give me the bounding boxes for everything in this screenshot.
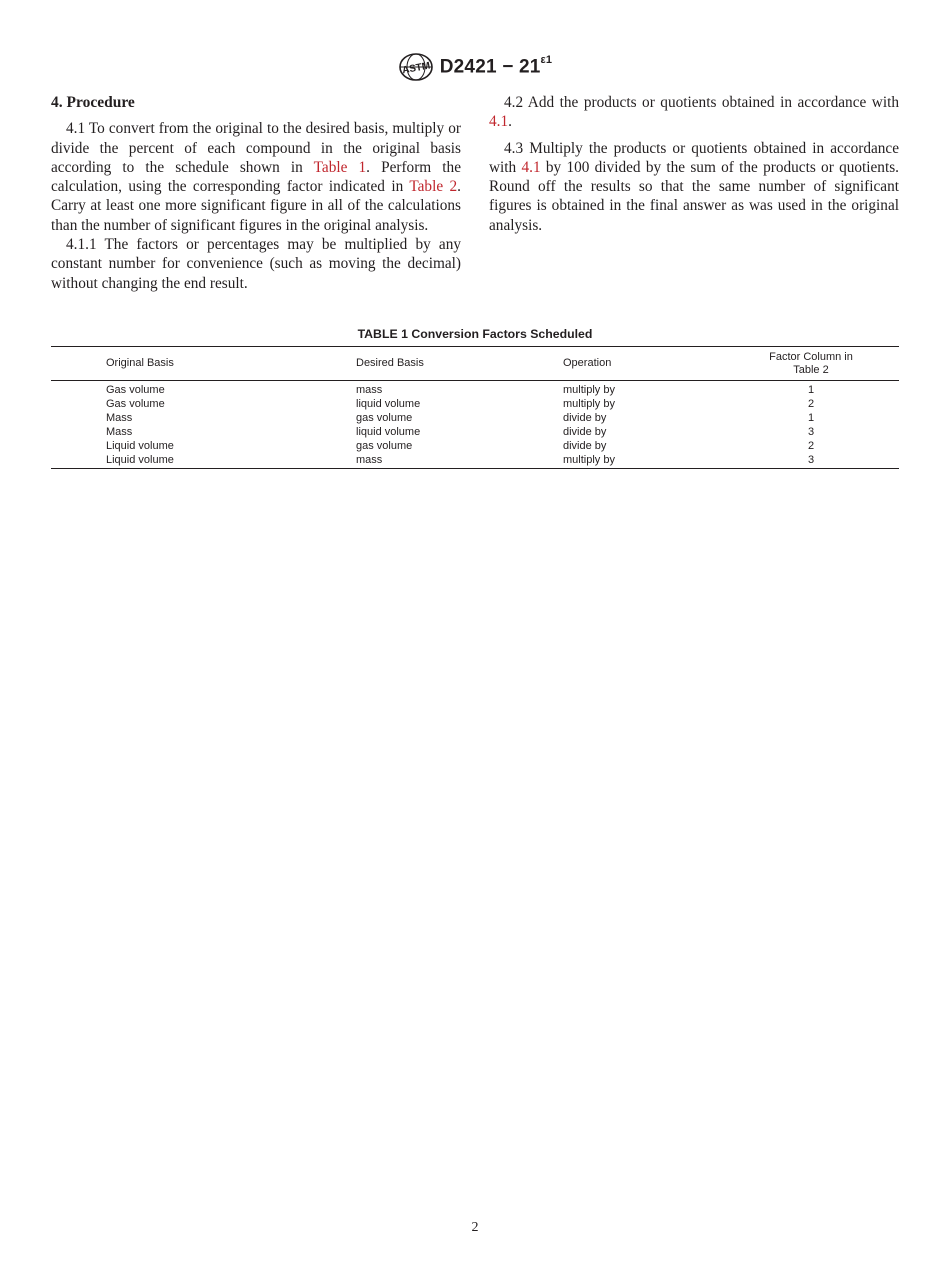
conversion-table <box>51 346 899 469</box>
table-row <box>51 425 899 439</box>
paragraph-4-1: 4.1 To convert from the original to the desired basis, multiply or divide the percent of each compound in the original basis according to the schedule shown in Table 1. Perform the calculation, using the corresponding factor indicated in Table 2. Carry at least one more significant figure in all of the calculations than the number of significant figures in the original analysis. <box>51 120 461 234</box>
cell-operation: divide by <box>563 412 607 424</box>
cell-desired-basis: gas volume <box>356 440 413 452</box>
header-original-basis: Original Basis <box>106 357 174 369</box>
cell-original-basis: Gas volume <box>106 398 165 410</box>
cell-desired-basis: liquid volume <box>356 426 421 438</box>
section-4-1-link[interactable]: 4.1 <box>489 113 509 131</box>
cell-desired-basis: mass <box>356 454 383 466</box>
cell-operation: multiply by <box>563 398 615 410</box>
cell-operation: multiply by <box>563 384 615 396</box>
cell-factor: 3 <box>807 426 815 438</box>
paragraph-4-2: 4.2 Add the products or quotients obtained in accordance with 4.1. <box>489 94 899 131</box>
header-factor-column: Factor Column in Table 2 <box>769 350 853 376</box>
table-row <box>51 411 899 425</box>
svg-text:ASTM: ASTM <box>401 60 431 77</box>
paragraph-4-3: 4.3 Multiply the products or quotients obtained in accordance with 4.1 by 100 divided by the sum of the products or quotients. Round off the results so that the same number of significant figures is obtained in the final answer as was used in the original analysis. <box>489 139 899 234</box>
cell-operation: multiply by <box>563 454 615 466</box>
cell-desired-basis: gas volume <box>356 412 413 424</box>
page-number: 2 <box>471 1220 479 1235</box>
table-2-link[interactable]: Table 2 <box>409 178 458 196</box>
table-header-row <box>51 347 899 381</box>
cell-operation: divide by <box>563 440 607 452</box>
table-row <box>51 453 899 469</box>
table-row <box>51 381 899 398</box>
table-row <box>51 397 899 411</box>
cell-factor: 1 <box>807 412 815 424</box>
section-title: 4. Procedure <box>51 94 135 111</box>
left-column <box>51 93 461 293</box>
table-1-link[interactable]: Table 1 <box>313 158 367 176</box>
paragraph-4-1-1: 4.1.1 The factors or percentages may be multiplied by any constant number for convenience (such as moving the decimal) without changing the end result. <box>51 236 461 292</box>
astm-logo-icon <box>398 52 434 82</box>
table-row <box>51 439 899 453</box>
cell-factor: 1 <box>807 384 815 396</box>
table-caption: TABLE 1 Conversion Factors Scheduled <box>357 327 593 341</box>
section-4-1-link[interactable]: 4.1 <box>521 158 541 176</box>
cell-original-basis: Mass <box>106 426 133 438</box>
right-column <box>489 93 899 235</box>
cell-original-basis: Liquid volume <box>106 440 174 452</box>
header-operation: Operation <box>563 357 612 369</box>
cell-original-basis: Gas volume <box>106 384 165 396</box>
document-epsilon: ε1 <box>540 53 553 66</box>
cell-original-basis: Liquid volume <box>106 454 174 466</box>
cell-factor: 2 <box>807 398 815 410</box>
document-id: $D2421 - 21^{\varepsilon 1}$ <box>439 53 553 78</box>
header-desired-basis: Desired Basis <box>356 357 424 369</box>
cell-desired-basis: mass <box>356 384 383 396</box>
cell-original-basis: Mass <box>106 412 133 424</box>
page-header <box>0 52 950 87</box>
cell-operation: divide by <box>563 426 607 438</box>
cell-factor: 3 <box>807 454 815 466</box>
cell-factor: 2 <box>807 440 815 452</box>
cell-desired-basis: liquid volume <box>356 398 421 410</box>
